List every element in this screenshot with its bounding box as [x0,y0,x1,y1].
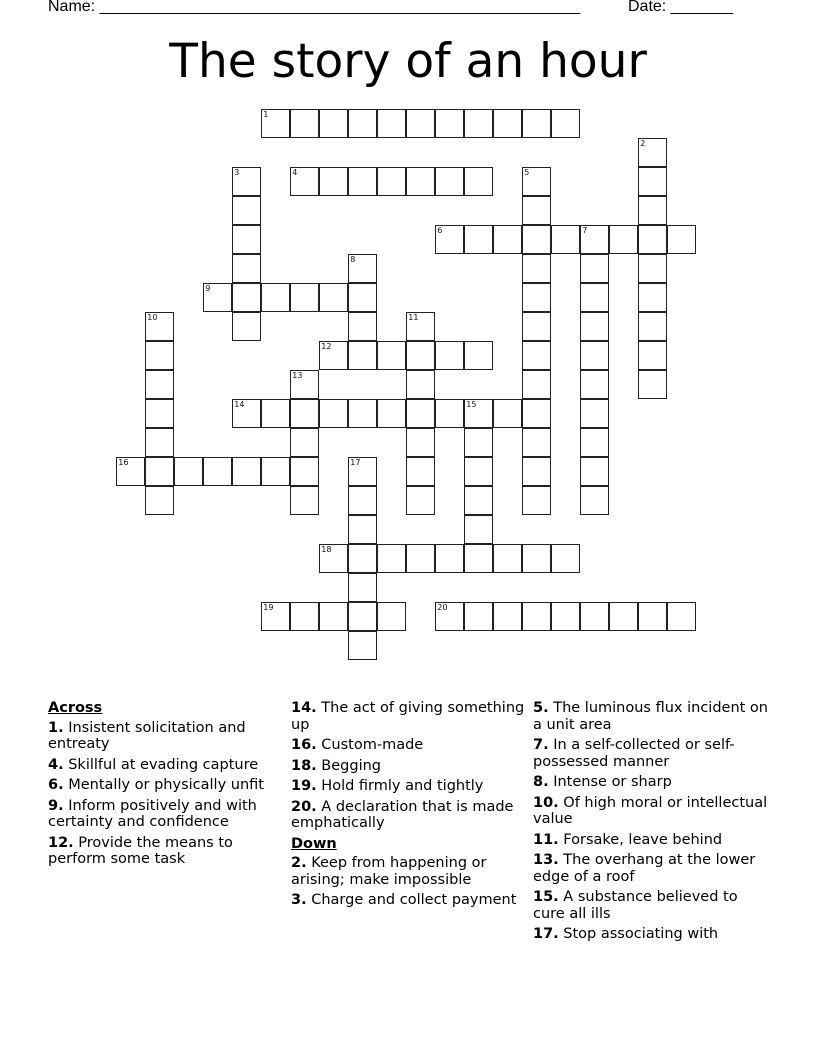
grid-cell[interactable] [522,341,551,370]
name-field-label: Name: ______________________________________________________ [48,0,581,15]
clue-down-15 [533,889,773,922]
cell-number: 3 [234,168,240,178]
grid-cell[interactable] [580,428,609,457]
grid-cell[interactable] [145,428,174,457]
clue-number: 10. [533,794,559,811]
clue-text: A declaration that is made emphatically [291,798,514,831]
grid-cell[interactable] [290,167,319,196]
clue-number: 1. [48,719,64,736]
cell-number: 20 [437,603,448,613]
grid-cell[interactable] [522,544,551,573]
grid-cell[interactable] [464,399,493,428]
grid-cell[interactable] [638,283,667,312]
grid-cell[interactable] [522,167,551,196]
grid-cell[interactable] [580,312,609,341]
grid-cell[interactable] [464,167,493,196]
grid-cell[interactable] [522,196,551,225]
clues-column-3 [533,700,773,947]
grid-cell[interactable] [551,544,580,573]
clue-down-17 [533,926,773,943]
grid-cell[interactable] [232,312,261,341]
grid-cell[interactable] [232,196,261,225]
grid-cell[interactable] [638,341,667,370]
cell-number: 11 [408,313,419,323]
clue-text: Of high moral or intellectual value [533,794,768,827]
grid-cell[interactable] [522,602,551,631]
across-heading: Across [48,700,103,716]
grid-cell[interactable] [464,457,493,486]
grid-cell[interactable] [580,254,609,283]
grid-cell[interactable] [290,486,319,515]
clue-number: 3. [291,892,307,908]
cell-number: 5 [524,168,530,178]
grid-cell[interactable] [377,602,406,631]
grid-cell[interactable] [638,225,667,254]
grid-cell[interactable] [290,457,319,486]
grid-cell[interactable] [348,544,377,573]
grid-cell[interactable] [464,109,493,138]
clue-number: 17. [533,926,559,942]
grid-cell[interactable] [232,283,261,312]
grid-cell[interactable] [580,399,609,428]
clue-text: A substance believed to cure all ills [533,889,738,922]
clue-across-6 [48,777,288,794]
clue-down-5 [533,700,773,733]
grid-cell[interactable] [406,370,435,399]
grid-cell[interactable] [348,254,377,283]
clue-text: Stop associating with [563,926,719,942]
grid-cell[interactable] [638,138,667,167]
grid-cell[interactable] [406,312,435,341]
grid-cell[interactable] [145,312,174,341]
grid-cell[interactable] [464,515,493,544]
grid-cell[interactable] [348,109,377,138]
grid-cell[interactable] [638,312,667,341]
grid-cell[interactable] [406,544,435,573]
clue-number: 7. [533,737,549,753]
grid-cell[interactable] [406,486,435,515]
cell-number: 13 [292,371,303,381]
grid-cell[interactable] [145,486,174,515]
grid-cell[interactable] [435,602,464,631]
grid-cell[interactable] [145,399,174,428]
grid-cell[interactable] [435,399,464,428]
clue-text: Skillful at evading capture [68,756,259,773]
cell-number: 17 [350,458,361,468]
clue-down-3 [291,892,531,909]
clue-number: 16. [291,737,317,753]
grid-cell[interactable] [232,225,261,254]
grid-cell[interactable] [348,399,377,428]
clue-text: Custom-made [321,737,424,753]
clue-text: Intense or sharp [553,774,672,790]
clue-number: 19. [291,778,317,794]
clue-down-7 [533,737,773,770]
grid-cell[interactable] [232,399,261,428]
clue-number: 4. [48,756,64,773]
cell-number: 1 [263,110,269,120]
grid-cell[interactable] [348,283,377,312]
header-row [48,0,748,20]
grid-cell[interactable] [348,573,377,602]
cell-number: 14 [234,400,245,410]
cell-number: 10 [147,313,158,323]
clue-number: 20. [291,798,317,815]
grid-cell[interactable] [522,428,551,457]
grid-cell[interactable] [609,225,638,254]
clue-text: The overhang at the lower edge of a roof [533,852,756,885]
grid-cell[interactable] [522,370,551,399]
grid-cell[interactable] [464,428,493,457]
grid-cell[interactable] [348,167,377,196]
clue-text: Mentally or physically unfit [68,777,264,793]
clue-across-9 [48,798,288,831]
grid-cell[interactable] [319,109,348,138]
grid-cell[interactable] [464,544,493,573]
grid-cell[interactable] [261,109,290,138]
clue-number: 12. [48,834,74,851]
cell-number: 12 [321,342,332,352]
grid-cell[interactable] [290,370,319,399]
cell-number: 19 [263,603,274,613]
clue-number: 6. [48,777,64,793]
grid-cell[interactable] [232,167,261,196]
grid-cell[interactable] [290,283,319,312]
clue-across-12 [48,835,288,868]
grid-cell[interactable] [261,283,290,312]
grid-cell[interactable] [145,341,174,370]
grid-cell[interactable] [145,370,174,399]
clue-number: 8. [533,774,549,790]
cell-number: 8 [350,255,356,265]
cell-number: 4 [292,168,298,178]
clue-down-10 [533,795,773,828]
clue-text: In a self-collected or self-possessed manner [533,737,735,770]
grid-cell[interactable] [319,544,348,573]
cell-number: 9 [205,284,211,294]
clue-text: Charge and collect payment [311,892,517,908]
grid-cell[interactable] [522,486,551,515]
grid-cell[interactable] [348,486,377,515]
clue-down-8 [533,774,773,791]
grid-cell[interactable] [348,312,377,341]
grid-cell[interactable] [638,196,667,225]
clue-down-2 [291,855,531,888]
grid-cell[interactable] [377,341,406,370]
grid-cell[interactable] [551,109,580,138]
grid-cell[interactable] [261,602,290,631]
clue-across-16 [291,737,531,754]
clue-across-19 [291,778,531,795]
grid-cell[interactable] [319,167,348,196]
grid-cell[interactable] [435,167,464,196]
grid-cell[interactable] [464,225,493,254]
clue-across-18 [291,758,531,775]
clue-number: 18. [291,757,317,774]
grid-cell[interactable] [580,602,609,631]
grid-cell[interactable] [522,225,551,254]
grid-cell[interactable] [493,544,522,573]
clue-text: Keep from happening or arising; make impossible [291,855,487,888]
grid-cell[interactable] [290,399,319,428]
clue-number: 14. [291,700,317,716]
grid-cell[interactable] [348,602,377,631]
clue-text: The act of giving something up [291,700,525,733]
grid-cell[interactable] [464,486,493,515]
clue-number: 5. [533,700,549,716]
grid-cell[interactable] [377,109,406,138]
grid-cell[interactable] [580,341,609,370]
clue-text: Forsake, leave behind [563,831,723,848]
grid-cell[interactable] [116,457,145,486]
clues-column-2 [291,700,531,913]
grid-cell[interactable] [406,428,435,457]
grid-cell[interactable] [319,399,348,428]
grid-cell[interactable] [348,457,377,486]
grid-cell[interactable] [348,631,377,660]
grid-cell[interactable] [203,283,232,312]
date-field-label: Date: _______ [628,0,733,15]
clue-across-20 [291,799,531,832]
grid-cell[interactable] [174,457,203,486]
grid-cell[interactable] [638,370,667,399]
grid-cell[interactable] [348,341,377,370]
grid-cell[interactable] [638,254,667,283]
grid-cell[interactable] [290,428,319,457]
page-title: The story of an hour [169,34,647,89]
grid-cell[interactable] [464,602,493,631]
clue-text: Hold firmly and tightly [321,778,484,794]
clue-number: 11. [533,831,559,848]
grid-cell[interactable] [319,283,348,312]
grid-cell[interactable] [493,602,522,631]
clue-number: 13. [533,852,559,868]
clue-across-14 [291,700,531,733]
grid-cell[interactable] [406,167,435,196]
grid-cell[interactable] [145,457,174,486]
grid-cell[interactable] [580,283,609,312]
grid-cell[interactable] [522,399,551,428]
clue-number: 9. [48,797,64,814]
grid-cell[interactable] [348,515,377,544]
clue-down-11 [533,832,773,849]
grid-cell[interactable] [493,399,522,428]
grid-cell[interactable] [377,544,406,573]
grid-cell[interactable] [580,225,609,254]
clue-text: Inform positively and with certainty and confidence [48,797,257,830]
grid-cell[interactable] [319,341,348,370]
grid-cell[interactable] [406,109,435,138]
grid-cell[interactable] [290,602,319,631]
grid-cell[interactable] [638,167,667,196]
grid-cell[interactable] [203,457,232,486]
grid-cell[interactable] [435,341,464,370]
clue-text: Provide the means to perform some task [48,834,233,867]
grid-cell[interactable] [377,399,406,428]
clue-across-1 [48,720,288,753]
grid-cell[interactable] [609,602,638,631]
grid-cell[interactable] [580,457,609,486]
grid-cell[interactable] [261,457,290,486]
clue-across-4 [48,757,288,774]
grid-cell[interactable] [435,544,464,573]
grid-cell[interactable] [522,109,551,138]
grid-cell[interactable] [406,457,435,486]
grid-cell[interactable] [464,341,493,370]
clue-text: The luminous flux incident on a unit area [533,700,768,733]
cell-number: 18 [321,545,332,555]
grid-cell[interactable] [290,109,319,138]
cell-number: 16 [118,458,129,468]
grid-cell[interactable] [580,370,609,399]
grid-cell[interactable] [319,602,348,631]
grid-cell[interactable] [667,225,696,254]
grid-cell[interactable] [232,457,261,486]
grid-cell[interactable] [638,602,667,631]
grid-cell[interactable] [522,457,551,486]
clue-text: Begging [321,757,381,774]
cell-number: 15 [466,400,477,410]
clues-column-1 [48,700,288,872]
cell-number: 6 [437,226,443,236]
grid-cell[interactable] [261,399,290,428]
grid-cell[interactable] [232,254,261,283]
grid-cell[interactable] [522,283,551,312]
cell-number: 7 [582,226,588,236]
grid-cell[interactable] [551,602,580,631]
clue-number: 2. [291,855,307,871]
grid-cell[interactable] [667,602,696,631]
grid-cell[interactable] [580,486,609,515]
grid-cell[interactable] [493,225,522,254]
grid-cell[interactable] [493,109,522,138]
clue-text: Insistent solicitation and entreaty [48,719,246,752]
clue-down-13 [533,852,773,885]
grid-cell[interactable] [522,312,551,341]
grid-cell[interactable] [435,109,464,138]
grid-cell[interactable] [551,225,580,254]
grid-cell[interactable] [377,167,406,196]
cell-number: 2 [640,139,646,149]
clue-number: 15. [533,889,559,905]
crossword-grid [117,110,697,661]
grid-cell[interactable] [522,254,551,283]
grid-cell[interactable] [406,399,435,428]
grid-cell[interactable] [406,341,435,370]
down-heading: Down [291,835,337,852]
grid-cell[interactable] [435,225,464,254]
